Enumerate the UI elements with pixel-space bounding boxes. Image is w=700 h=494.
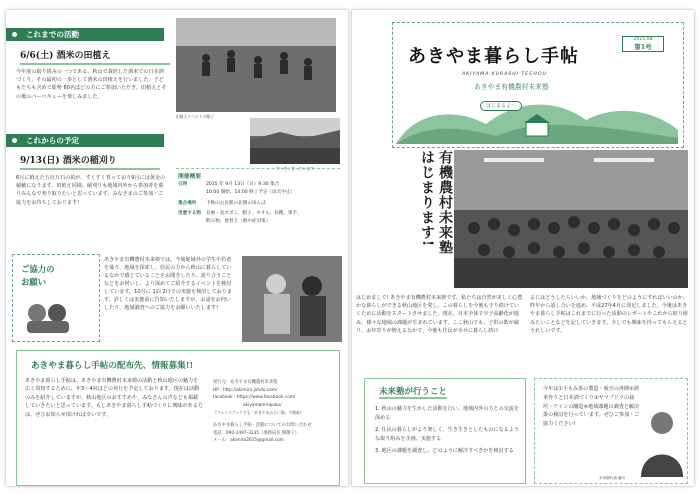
contact-line: facebook : https://www.facebook.com/ (213, 395, 296, 401)
bullet-dot-icon (12, 138, 17, 143)
goals-box (364, 378, 526, 484)
detail-row-place (178, 200, 340, 208)
contact-info (213, 379, 337, 445)
representative-photo (639, 407, 685, 477)
start-banner: はじまるよ〜 (480, 101, 522, 111)
distribution-box (16, 350, 340, 486)
vertical-line-2: 有機農村未来塾 (437, 150, 453, 255)
issue-number: 第1号 (634, 43, 652, 51)
rice-planting-photo-art (176, 18, 336, 112)
detail-label: 集合場所 (178, 200, 197, 206)
title-romaji: AKIYAMA KURASHI TECHOU (462, 72, 547, 77)
group-photo-art (454, 150, 688, 288)
right-page (352, 10, 694, 486)
left-page (6, 10, 348, 486)
goal-item: 2. 住民の暮らしがより楽しく、生き生きとしたものになるような取り組みを企画、実施する (375, 427, 519, 442)
this-year-text: 今年は①手もみ茶の製造・販売の再開②酒米作りと日本酒づくり③ヤマブドウの栽培・ワインの醸造④地域課題の調査と解決策の検討を行っています。ぜひご参加・ご協力ください! (543, 386, 640, 428)
detail-row-date (178, 181, 340, 197)
detail-heading: 開催概要 (178, 174, 202, 180)
contact-line: akiyamamirajuku/ (243, 402, 282, 408)
meeting-photo-art (242, 256, 342, 342)
past-section-header (6, 28, 164, 41)
contact-line: メール：akimira2015@gmail.com (213, 438, 284, 444)
plan-body: 6月に植えた五百万石の苗が、すくすく育っており9月には黄金の稲穂になります。田植え同様、稲刈りも地域内外から参加者を募りみんなで刈り取りたいと思っています。みなさまのご参加・ご協力をお待ちしております! (16, 175, 166, 206)
plan-section-header (6, 134, 164, 147)
rice-field-photo (250, 118, 340, 164)
meeting-photo (242, 256, 342, 342)
issue-badge (622, 36, 664, 52)
this-year-box (534, 378, 688, 484)
issue-date: 2015.08 (633, 37, 653, 42)
goals-heading: 未来塾が行うこと (379, 387, 448, 397)
photo2-caption: すくすく育っています (276, 166, 314, 171)
publisher-name: あきやま有機農村未来塾 (474, 83, 549, 91)
past-title: 6/6(土) 酒米の田植え (20, 48, 170, 65)
distribution-heading: あきやま暮らし手帖の配布先、情報募集!! (31, 361, 194, 371)
goals-list (375, 405, 521, 456)
intro-text: はじめまして! あきやま有機農村未来塾です。私たちは自然が美しく心豊かな暮らしができる秋山地区を愛し、この暮らしを今後も守り続けていくために活動をスタートさせました。現在、日本全体で少子高齢化が進み、様々な地域の課題が生まれています。ここ秋山でも、子供の数が減り、お年寄りが増えるなかで、今後も住民が幸せに暮らし続け (356, 295, 523, 334)
contact-line: HP : http://akimira.jimdo.com/ (213, 387, 278, 393)
bullet-dot-icon (12, 32, 17, 37)
hills-illustration (396, 90, 678, 144)
cooperation-body: あきやま有機農村未来塾では、今後地域外の学生や若者を募り、地域を探索し、住民の方から秋山に暮らしているなかで感じていることをお聞きしたり、語り合うことなどをお伺いし、より深めてご紹介するイベントを検討しています。10月に 1泊 2日での実施を検討しております。詳しくは実施前に告知いたしますが、お話をお伺いしたり、地域調査へのご協力をお願いいたします! (104, 257, 232, 311)
rep-caption: 未来塾代表 藤川 (599, 476, 626, 480)
cooperation-heading: ご協力の お願い (21, 264, 55, 287)
plan-header-label: これからの予定 (26, 136, 80, 145)
photo-caption: 田植えイベントの様子 (176, 114, 214, 119)
contact-line: 発行元：あきやま有機農村未来塾 (213, 380, 278, 385)
plan-title: 9/13(日) 酒米の稲刈り (20, 153, 160, 170)
newsletter-title: あきやま暮らし手帖 (408, 46, 579, 67)
detail-label: 日時 (178, 182, 188, 187)
detail-value: 下秋山公民館の北側の田んぼ (206, 200, 266, 206)
detail-row-items (178, 210, 340, 226)
detail-value: 長袖・長ズボン、帽子、タオル、長靴、軍手、 飲み物、着替え（熱中症対策） (206, 211, 302, 225)
rice-field-photo-art (250, 118, 340, 164)
vertical-line-3: はじまります! (419, 150, 435, 248)
detail-value: 2015 年 9月 13日（日）9:30 集合 10:00 開始、14:00 終了予定（雨天中止） (206, 182, 296, 195)
goal-item: 3. 地区の課題を調査し、どのように解決すべきかを検討する (375, 448, 514, 455)
group-photo-icon (23, 299, 73, 333)
past-header-label: これまでの活動 (26, 30, 80, 39)
contact-line: あきやま暮らし手帖・活動についてのお問い合わせ (213, 422, 312, 428)
detail-label: 用意する物 (178, 211, 201, 217)
rice-planting-photo (176, 18, 336, 112)
detail-divider (176, 168, 340, 169)
group-photo (454, 150, 688, 288)
goal-item: 1. 秋山の魅力を生かした活動を行い、地域内外の方との交流を深める (375, 406, 520, 421)
event-details (178, 181, 340, 226)
intro-text-2: るにはどうしたらいいか、地域づくりをどのようにすればいいのか、昨年から話し合いを進め、平成27年4月に発足しました。今後はあきやま暮らし手帖はこれまでに行った活動のレポートやこれから取り組みたいことなどを記していきます。少しでも興味を持ってもらえるとうれしいです。 (530, 295, 688, 334)
past-body: 今年度の取り組みの一つである、秋山で栽培した酒米での日本酒づくり。その最初の一歩として酒米の田植えを行いました。子どもたちも含めて総勢 60名ほどの方にご参加いただき、田植えとその後のバーベキューを楽しみました。 (16, 69, 167, 100)
cooperation-box (12, 254, 100, 342)
contact-line: 電話：090-2497-3135（事務局長 関敬子） (213, 430, 300, 436)
distribution-body: あきやま暮らし手帖は、あきやま有機農村未来塾の活動と秋山地区の魅力を広く周知するために、年3〜4回ほどの発行を予定しております。現在は活動のみを紹介していますが、秋山地区のおすすめや、みなさんの声なども掲載していきたいと思っています。もしあきやま暮らし手帖づくりに興味がある方は、ぜひお知らせ頂ければ幸いです。 (25, 378, 203, 418)
contact-line: （フェイスブックでも「あきやまみらい塾」で検索） (213, 410, 304, 416)
